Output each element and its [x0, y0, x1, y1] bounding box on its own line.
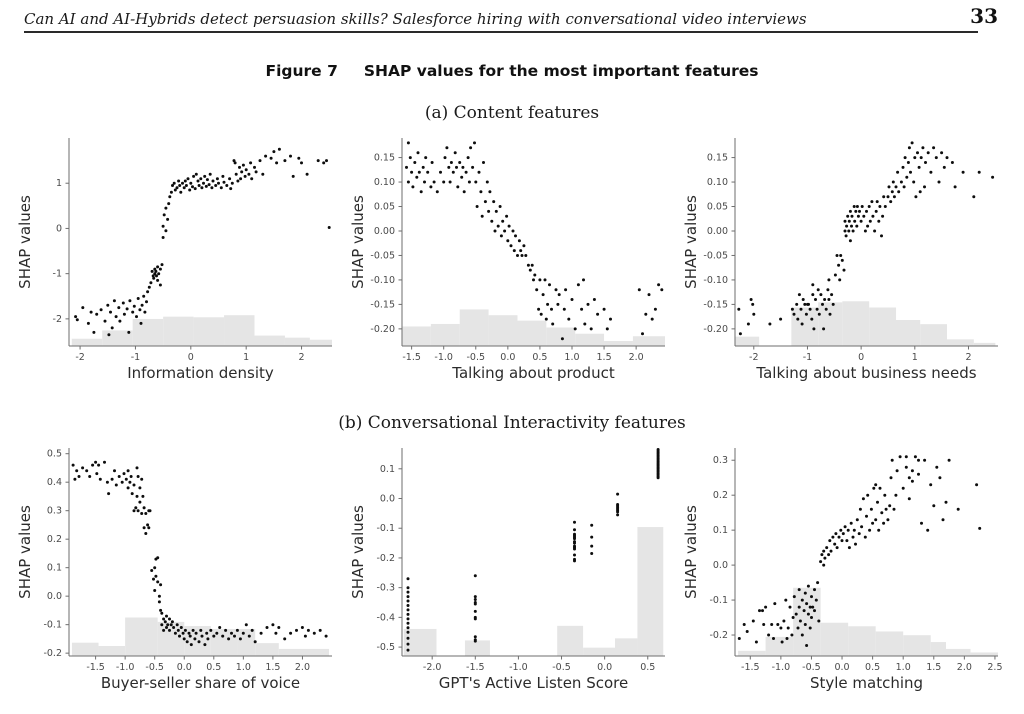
x-axis: [69, 346, 332, 382]
x-tick-label: 1.0: [235, 662, 251, 673]
x-axis-label: GPT's Active Listen Score: [438, 674, 628, 692]
x-tick-label: 0.0: [499, 352, 515, 363]
x-tick-label: -0.5: [465, 352, 485, 363]
x-axis: [735, 346, 998, 382]
chart-talking-about-business-needs: [683, 126, 1008, 388]
chart-talking-about-product: [350, 126, 675, 388]
plot-area: [683, 126, 1008, 388]
y-axis: [17, 448, 69, 659]
x-tick-label: -0.5: [144, 662, 164, 673]
y-tick-label: 0.00: [706, 225, 728, 237]
x-tick-label: -1.5: [85, 662, 105, 673]
histogram: [735, 301, 995, 346]
x-axis-label: Buyer-seller share of voice: [100, 674, 300, 692]
y-axis: [350, 138, 402, 346]
x-tick-label: 1.5: [925, 662, 941, 673]
y-tick-label: 0.10: [706, 177, 728, 189]
y-tick-label: 0.10: [373, 177, 395, 189]
y-axis: [683, 448, 735, 656]
x-tick-label: 1.0: [895, 662, 911, 673]
x-tick-label: 2.5: [986, 662, 1002, 673]
x-axis-label: Talking about product: [451, 364, 615, 382]
y-tick-label: -0.15: [369, 299, 395, 311]
scatter-points: [71, 461, 327, 646]
x-tick-label: -1.0: [508, 662, 528, 673]
y-tick-label: 1: [55, 178, 62, 190]
x-tick-label: -0.5: [801, 662, 821, 673]
plot-area: [17, 436, 342, 698]
scatter-points: [74, 148, 331, 336]
x-tick-label: 0.0: [176, 662, 192, 673]
y-tick-label: 0.15: [373, 152, 395, 164]
y-tick-label: 0.1: [379, 463, 395, 475]
x-tick-label: 0.5: [639, 662, 655, 673]
y-tick-label: -0.1: [375, 523, 395, 535]
y-tick-label: 0.4: [46, 477, 62, 489]
plot-area: [350, 126, 675, 388]
x-axis-label: Information density: [126, 364, 274, 382]
x-tick-label: -1.5: [465, 662, 485, 673]
y-tick-label: 0.00: [373, 225, 395, 237]
x-tick-label: -1.5: [401, 352, 421, 363]
x-tick-label: -1.0: [433, 352, 453, 363]
histogram: [402, 309, 665, 346]
x-tick-label: 1: [242, 352, 249, 363]
y-tick-label: 0.1: [46, 562, 62, 574]
conversational-interactivity-row: [0, 436, 1024, 698]
chart-buyer-seller-share-of-voice: [17, 436, 342, 698]
running-header-title: Can AI and AI-Hybrids detect persuasion skills? Salesforce hiring with conversational video interviews: [24, 10, 807, 28]
x-tick-label: 2.0: [628, 352, 644, 363]
y-axis-label: SHAP values: [682, 505, 700, 599]
y-axis-label: SHAP values: [16, 195, 34, 289]
x-tick-label: 1.5: [596, 352, 612, 363]
x-tick-label: -1: [802, 352, 812, 363]
plot-area: [683, 436, 1008, 698]
y-tick-label: 0.5: [46, 448, 62, 460]
subfigure-b-caption: (b) Conversational Interactivity features: [338, 413, 686, 433]
scatter-points: [405, 141, 663, 340]
y-tick-label: 0: [55, 223, 62, 235]
content-features-row: [0, 126, 1024, 388]
y-tick-label: -0.20: [369, 323, 395, 335]
y-tick-label: -0.2: [708, 630, 728, 642]
x-tick-label: 0: [857, 352, 864, 363]
x-axis: [402, 346, 665, 382]
y-axis: [683, 138, 735, 346]
y-tick-label: -0.4: [375, 612, 395, 624]
figure-title-text: SHAP values for the most important features: [363, 62, 759, 80]
header-rule: [24, 31, 978, 33]
x-tick-label: 2.0: [956, 662, 972, 673]
x-tick-label: 0.0: [833, 662, 850, 673]
x-tick-label: 0.5: [864, 662, 880, 673]
y-axis-label: SHAP values: [16, 505, 34, 599]
x-axis: [69, 656, 332, 692]
x-tick-label: 1.0: [563, 352, 580, 363]
y-tick-label: -0.1: [42, 619, 62, 631]
x-tick-label: -0.5: [551, 662, 571, 673]
x-tick-label: 2.0: [294, 662, 310, 673]
y-axis-label: SHAP values: [349, 195, 367, 289]
figure-caption: [0, 62, 1024, 80]
y-tick-label: 0.2: [712, 490, 728, 502]
y-tick-label: 0.05: [373, 201, 395, 213]
x-tick-label: 0.5: [205, 662, 221, 673]
scatter-points: [406, 448, 659, 652]
y-tick-label: -0.05: [702, 250, 728, 262]
y-tick-label: 0.1: [712, 525, 728, 537]
x-tick-label: 0.0: [596, 662, 612, 673]
page-number: 33: [970, 4, 998, 28]
chart-gpt-active-listen-score: [350, 436, 675, 698]
y-tick-label: -2: [52, 313, 62, 325]
y-axis-label: SHAP values: [682, 195, 700, 289]
y-tick-label: -0.3: [375, 582, 395, 594]
x-tick-label: 2: [964, 352, 972, 363]
y-tick-label: 0.0: [712, 560, 728, 572]
x-tick-label: -1: [130, 352, 140, 363]
y-axis-label: SHAP values: [349, 505, 367, 599]
figure-label: Figure 7: [265, 62, 338, 80]
y-tick-label: 0.3: [712, 455, 728, 467]
x-tick-label: 0: [187, 352, 194, 363]
x-axis-label: Style matching: [809, 674, 923, 692]
y-tick-label: -0.10: [702, 274, 728, 286]
histogram: [403, 527, 663, 656]
x-tick-label: 2: [298, 352, 305, 363]
subfigure-a-caption: (a) Content features: [424, 103, 600, 123]
y-tick-label: 0.0: [46, 591, 62, 603]
x-tick-label: -2.0: [422, 662, 441, 673]
x-tick-label: -1.0: [771, 662, 790, 673]
x-axis: [735, 656, 1002, 692]
x-tick-label: 0.5: [531, 352, 547, 363]
y-axis: [17, 138, 69, 346]
histogram: [71, 618, 328, 656]
y-tick-label: -0.2: [42, 648, 62, 660]
y-tick-label: 0.2: [46, 534, 62, 546]
plot-area: [17, 126, 342, 388]
y-tick-label: -0.1: [708, 595, 728, 607]
chart-information-density: [17, 126, 342, 388]
x-tick-label: -2: [74, 352, 85, 363]
y-tick-label: 0.3: [46, 505, 62, 517]
x-tick-label: 1: [911, 352, 918, 363]
y-axis: [350, 448, 402, 656]
y-tick-label: -0.05: [369, 250, 395, 262]
y-tick-label: -0.10: [369, 274, 395, 286]
x-axis: [402, 656, 665, 692]
y-tick-label: 0.15: [706, 152, 728, 164]
y-tick-label: -0.2: [375, 552, 395, 564]
chart-style-matching: [683, 436, 1008, 698]
y-tick-label: -0.15: [702, 299, 728, 311]
scatter-points: [737, 455, 980, 647]
histogram: [738, 588, 998, 656]
y-tick-label: -0.20: [702, 323, 728, 335]
y-tick-label: -0.5: [375, 642, 395, 654]
x-tick-label: 1.5: [264, 662, 280, 673]
y-tick-label: 0.05: [706, 201, 728, 213]
plot-area: [350, 436, 675, 698]
y-tick-label: 0.0: [379, 493, 395, 505]
x-tick-label: -1.5: [740, 662, 760, 673]
histogram: [71, 315, 331, 346]
x-tick-label: -2: [748, 352, 759, 363]
y-tick-label: -1: [52, 268, 62, 280]
x-tick-label: -1.0: [115, 662, 134, 673]
x-axis-label: Talking about business needs: [755, 364, 977, 382]
